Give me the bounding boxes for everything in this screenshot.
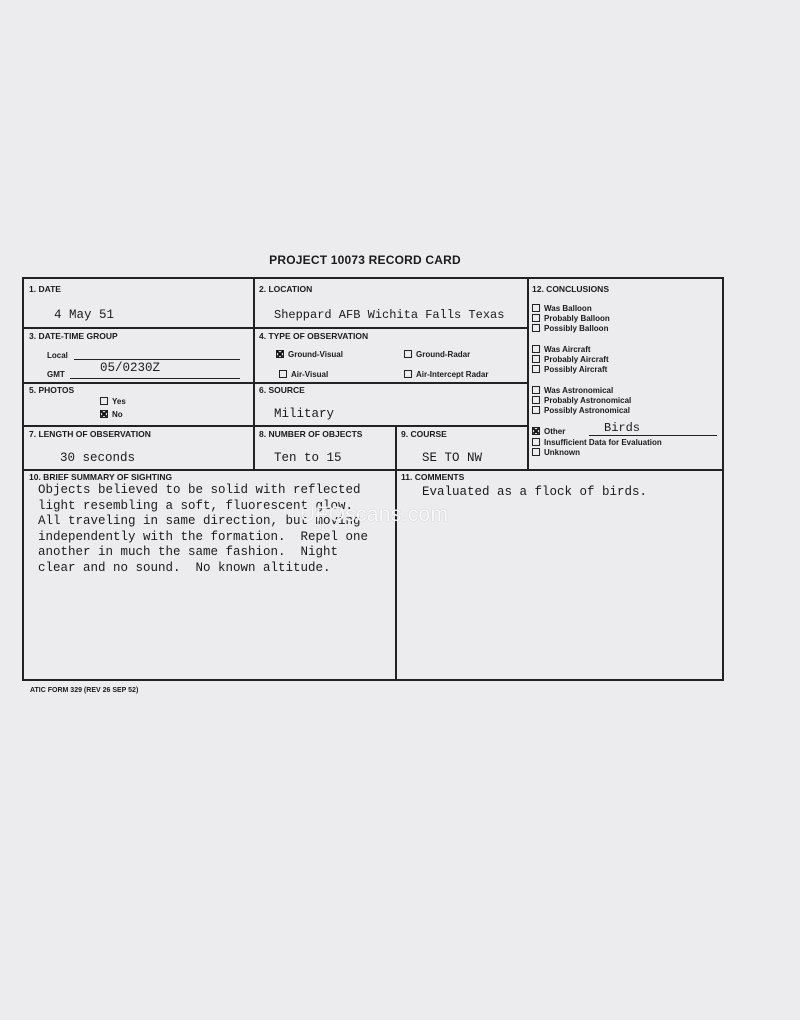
checkbox-icon (404, 350, 412, 358)
conclusion-text: Possibly Astronomical (544, 406, 630, 415)
record-card (22, 277, 724, 681)
type-label: 4. TYPE OF OBSERVATION (259, 331, 369, 341)
local-label: Local (47, 351, 68, 360)
checkbox-icon (532, 324, 540, 332)
checked-box-icon (532, 427, 540, 435)
other-label: Other (544, 427, 566, 436)
other-value: Birds (604, 421, 641, 435)
conclusion-option (532, 365, 609, 375)
gmt-value: 05/0230Z (100, 361, 161, 375)
summary-line: clear and no sound. No known altitude. (38, 560, 331, 575)
type-option (279, 370, 328, 379)
conclusion-text: Was Balloon (544, 304, 592, 313)
type-option-text: Ground-Radar (416, 350, 471, 359)
dtg-label: 3. DATE-TIME GROUP (29, 331, 118, 341)
length-label: 7. LENGTH OF OBSERVATION (29, 429, 151, 439)
conclusion-other (532, 427, 565, 436)
card-title: PROJECT 10073 RECORD CARD (269, 253, 461, 267)
source-label: 6. SOURCE (259, 385, 305, 395)
checkbox-icon (532, 448, 540, 456)
conclusions-tail (532, 438, 662, 458)
checkbox-icon (279, 370, 287, 378)
conclusion-option (532, 438, 662, 448)
type-option-text: Air-Visual (291, 370, 329, 379)
number-label: 8. NUMBER OF OBJECTS (259, 429, 363, 439)
conclusion-text: Was Aircraft (544, 345, 591, 354)
checked-box-icon (100, 410, 108, 418)
comments-label: 11. COMMENTS (401, 472, 465, 482)
length-value: 30 seconds (60, 451, 136, 465)
conclusions-group-aircraft (532, 345, 609, 375)
summary-label: 10. BRIEF SUMMARY OF SIGHTING (29, 472, 173, 482)
conclusion-option (532, 324, 610, 334)
conclusion-option (532, 396, 631, 406)
date-label: 1. DATE (29, 284, 61, 294)
summary-line: Objects believed to be solid with reflected (38, 483, 361, 497)
conclusion-option (532, 345, 609, 355)
checkbox-icon (404, 370, 412, 378)
photos-yes-text: Yes (112, 397, 126, 406)
type-option-text: Ground-Visual (288, 350, 343, 359)
checkbox-icon (532, 365, 540, 373)
watermark: UFOscans.com (300, 503, 449, 526)
conclusion-option (532, 355, 609, 365)
checkbox-icon (532, 386, 540, 394)
checkbox-icon (532, 345, 540, 353)
form-footer: ATIC FORM 329 (REV 26 SEP 52) (30, 687, 139, 694)
conclusions-group-astronomical (532, 386, 631, 416)
conclusion-text: Probably Astronomical (544, 396, 632, 405)
type-option (276, 350, 343, 359)
conclusion-option (532, 386, 631, 396)
summary-line: All traveling in same direction, but moving (38, 514, 361, 528)
checkbox-icon (532, 438, 540, 446)
summary-line: independently with the formation. Repel one (38, 529, 369, 544)
photos-yes (100, 397, 126, 406)
conclusion-text: Probably Balloon (544, 314, 610, 323)
summary-line: another in much the same fashion. Night (38, 545, 339, 559)
conclusion-text: Insufficient Data for Evaluation (544, 438, 662, 447)
conclusion-text: Was Astronomical (544, 386, 614, 395)
conclusion-option (532, 448, 662, 458)
photos-no (100, 410, 123, 419)
conclusion-option (532, 406, 631, 416)
checkbox-icon (532, 406, 540, 414)
comments-value: Evaluated as a flock of birds. (422, 485, 648, 499)
checkbox-icon (100, 397, 108, 405)
conclusion-text: Probably Aircraft (544, 355, 609, 364)
conclusion-option (532, 314, 610, 324)
checkbox-icon (532, 396, 540, 404)
type-option (404, 370, 488, 379)
gmt-label: GMT (47, 370, 65, 379)
number-value: Ten to 15 (274, 451, 342, 465)
type-option (404, 350, 470, 359)
checkbox-icon (532, 304, 540, 312)
conclusions-label: 12. CONCLUSIONS (532, 284, 609, 294)
conclusions-group-balloon (532, 304, 610, 334)
conclusion-text: Unknown (544, 448, 580, 457)
summary-line: light resembling a soft, fluorescent glow. (38, 498, 354, 513)
course-label: 9. COURSE (401, 429, 447, 439)
checkbox-icon (532, 314, 540, 322)
conclusion-option (532, 304, 610, 314)
checkbox-icon (532, 355, 540, 363)
type-option-text: Air-Intercept Radar (416, 370, 489, 379)
conclusion-text: Possibly Aircraft (544, 365, 608, 374)
checked-box-icon (276, 350, 284, 358)
location-label: 2. LOCATION (259, 284, 313, 294)
photos-label: 5. PHOTOS (29, 385, 75, 395)
source-value: Military (274, 407, 335, 421)
course-value: SE TO NW (422, 451, 483, 465)
location-value: Sheppard AFB Wichita Falls Texas (274, 308, 505, 322)
conclusion-text: Possibly Balloon (544, 324, 609, 333)
date-value: 4 May 51 (54, 308, 115, 322)
summary-text (38, 483, 368, 576)
photos-no-text: No (112, 410, 123, 419)
